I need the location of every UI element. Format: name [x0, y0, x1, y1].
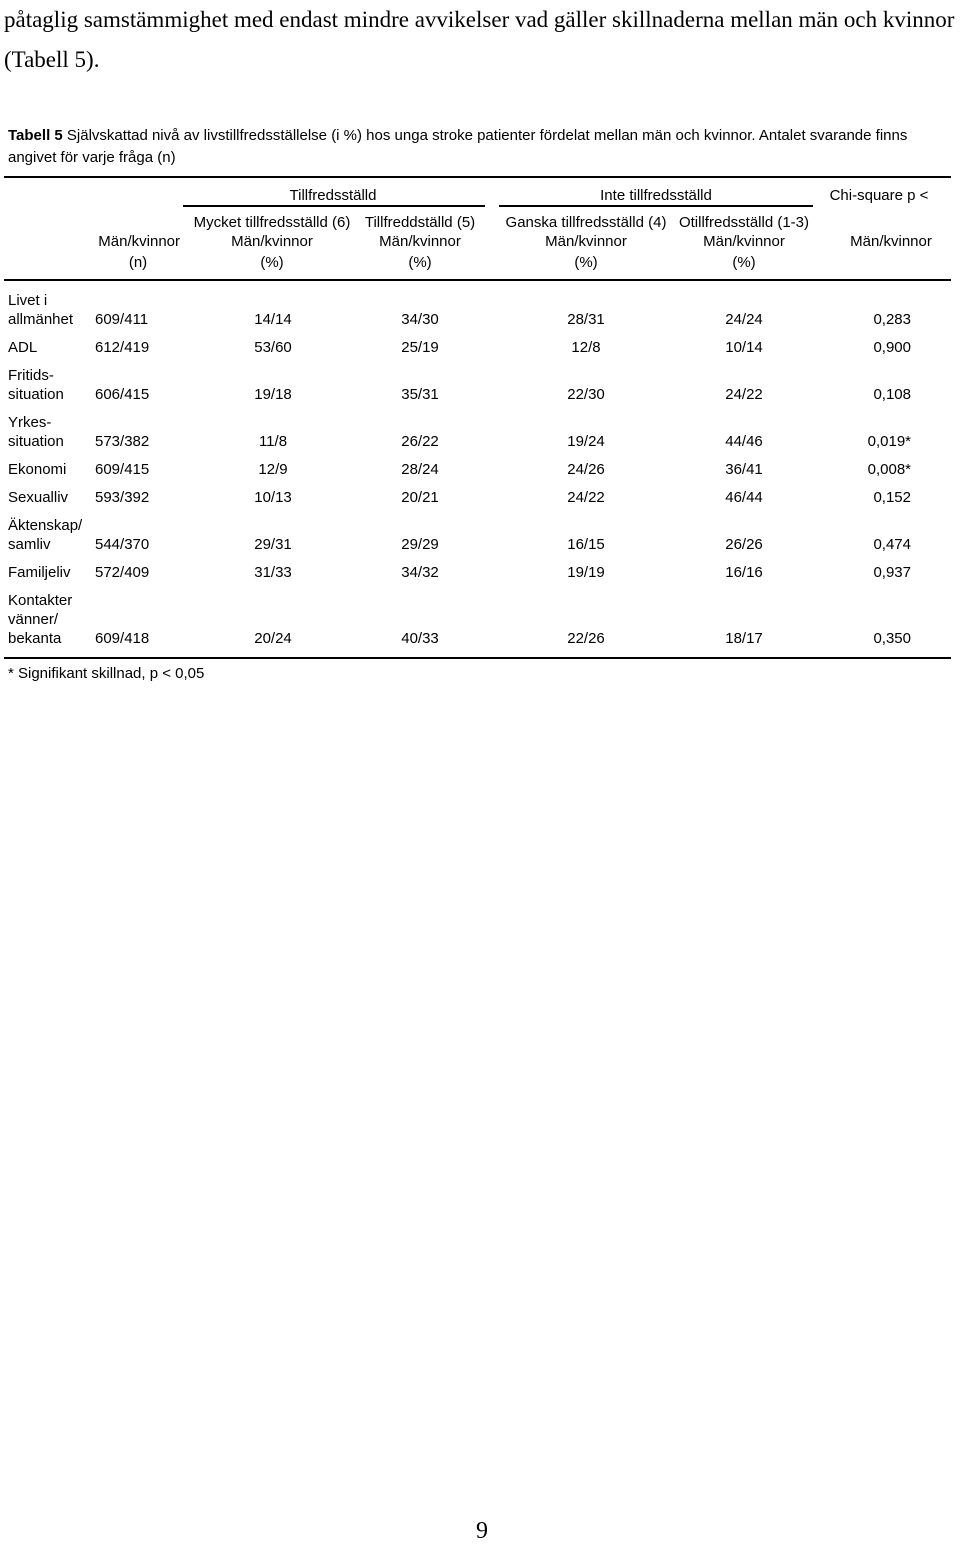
cell-n: 609/411 — [95, 311, 149, 328]
cell-unsatisfied: 18/17 — [725, 630, 763, 647]
group-rule-satisfied — [183, 205, 485, 207]
cell-p-value: 0,900 — [873, 339, 911, 356]
cell-very-satisfied: 53/60 — [254, 339, 292, 356]
col-header-n-line3: (n) — [128, 254, 148, 271]
cell-n: 544/370 — [95, 536, 150, 553]
col-header-satisfied-line1: Tillfreddställd (5) — [364, 214, 476, 231]
cell-unsatisfied: 26/26 — [725, 536, 763, 553]
cell-satisfied: 34/32 — [401, 564, 439, 581]
table-top-rule — [4, 176, 951, 178]
cell-satisfied: 25/19 — [401, 339, 439, 356]
cell-fairly-satisfied: 19/19 — [567, 564, 605, 581]
cell-p-value: 0,008* — [867, 461, 911, 478]
row-label: Sexualliv — [8, 489, 69, 506]
cell-unsatisfied: 10/14 — [725, 339, 763, 356]
row-label: Äktenskap/ samliv — [8, 517, 83, 553]
cell-n: 572/409 — [95, 564, 150, 581]
cell-satisfied: 28/24 — [401, 461, 439, 478]
group-rule-not-satisfied — [499, 205, 813, 207]
col-header-n-line2: Män/kvinnor — [98, 233, 180, 250]
col-header-very-satisfied-line3: (%) — [260, 254, 284, 271]
row-label: Kontakter vänner/ bekanta — [8, 592, 73, 647]
cell-n: 593/392 — [95, 489, 150, 506]
cell-satisfied: 20/21 — [401, 489, 439, 506]
cell-n: 573/382 — [95, 433, 150, 450]
col-header-fairly-satisfied-line2: Män/kvinnor — [545, 233, 627, 250]
cell-very-satisfied: 11/8 — [258, 433, 288, 450]
cell-satisfied: 34/30 — [401, 311, 439, 328]
cell-n: 606/415 — [95, 386, 150, 403]
cell-very-satisfied: 20/24 — [254, 630, 292, 647]
cell-fairly-satisfied: 24/26 — [567, 461, 605, 478]
row-label: Fritids- situation — [8, 367, 64, 403]
col-header-chi-line2: Män/kvinnor — [850, 233, 932, 250]
cell-unsatisfied: 46/44 — [725, 489, 763, 506]
cell-n: 612/419 — [95, 339, 150, 356]
cell-very-satisfied: 14/14 — [254, 311, 292, 328]
table-caption — [8, 125, 952, 169]
header-bottom-rule — [4, 279, 951, 281]
cell-p-value: 0,474 — [873, 536, 911, 553]
cell-satisfied: 35/31 — [401, 386, 439, 403]
cell-fairly-satisfied: 28/31 — [567, 311, 605, 328]
cell-fairly-satisfied: 19/24 — [567, 433, 605, 450]
col-header-fairly-satisfied-line3: (%) — [574, 254, 598, 271]
cell-satisfied: 40/33 — [401, 630, 439, 647]
col-header-fairly-satisfied-line1: Ganska tillfredsställd (4) — [505, 214, 667, 231]
cell-satisfied: 29/29 — [401, 536, 439, 553]
group-header-chi-square: Chi-square p < — [829, 187, 929, 204]
cell-fairly-satisfied: 12/8 — [571, 339, 601, 356]
row-label: ADL — [8, 339, 38, 356]
cell-unsatisfied: 24/24 — [725, 311, 763, 328]
col-header-satisfied-line2: Män/kvinnor — [379, 233, 461, 250]
col-header-very-satisfied-line2: Män/kvinnor — [231, 233, 313, 250]
cell-fairly-satisfied: 22/30 — [567, 386, 605, 403]
row-label: Livet i allmänhet — [8, 292, 74, 328]
cell-n: 609/415 — [95, 461, 150, 478]
table-bottom-rule — [4, 657, 951, 659]
intro-paragraph: påtaglig samstämmighet med endast mindre avvikelser vad gäller skillnaderna mellan män och kvinnor (Tabell 5). — [4, 7, 955, 72]
cell-unsatisfied: 24/22 — [725, 386, 763, 403]
table-footnote: * Signifikant skillnad, p < 0,05 — [8, 665, 205, 682]
cell-p-value: 0,350 — [873, 630, 911, 647]
row-label: Yrkes- situation — [8, 414, 64, 450]
cell-unsatisfied: 44/46 — [725, 433, 763, 450]
col-header-unsatisfied-line2: Män/kvinnor — [703, 233, 785, 250]
cell-p-value: 0,019* — [867, 433, 911, 450]
cell-very-satisfied: 10/13 — [254, 489, 292, 506]
cell-unsatisfied: 16/16 — [725, 564, 763, 581]
table-caption-label: Tabell 5 — [8, 127, 63, 144]
cell-very-satisfied: 31/33 — [254, 564, 292, 581]
cell-unsatisfied: 36/41 — [725, 461, 763, 478]
col-header-unsatisfied-line1: Otillfredsställd (1-3) — [678, 214, 810, 231]
cell-very-satisfied: 29/31 — [254, 536, 292, 553]
cell-satisfied: 26/22 — [401, 433, 439, 450]
group-header-not-satisfied: Inte tillfredsställd — [600, 187, 712, 204]
group-header-satisfied: Tillfredsställd — [289, 187, 377, 204]
row-label: Ekonomi — [8, 461, 67, 478]
cell-p-value: 0,108 — [873, 386, 911, 403]
cell-p-value: 0,152 — [873, 489, 911, 506]
cell-n: 609/418 — [95, 630, 150, 647]
col-header-very-satisfied-line1: Mycket tillfredsställd (6) — [193, 214, 351, 231]
cell-very-satisfied: 19/18 — [254, 386, 292, 403]
col-header-unsatisfied-line3: (%) — [732, 254, 756, 271]
cell-fairly-satisfied: 22/26 — [567, 630, 605, 647]
col-header-satisfied-line3: (%) — [408, 254, 432, 271]
table-caption-text: Självskattad nivå av livstillfredsställelse (i %) hos unga stroke patienter fördelat mellan män och kvinnor. Antalet svarande finns angivet för varje fråga (n) — [8, 127, 908, 166]
cell-very-satisfied: 12/9 — [258, 461, 288, 478]
row-label: Familjeliv — [8, 564, 71, 581]
page-number: 9 — [476, 1518, 488, 1544]
cell-p-value: 0,283 — [873, 311, 911, 328]
cell-p-value: 0,937 — [873, 564, 911, 581]
cell-fairly-satisfied: 16/15 — [567, 536, 605, 553]
cell-fairly-satisfied: 24/22 — [567, 489, 605, 506]
